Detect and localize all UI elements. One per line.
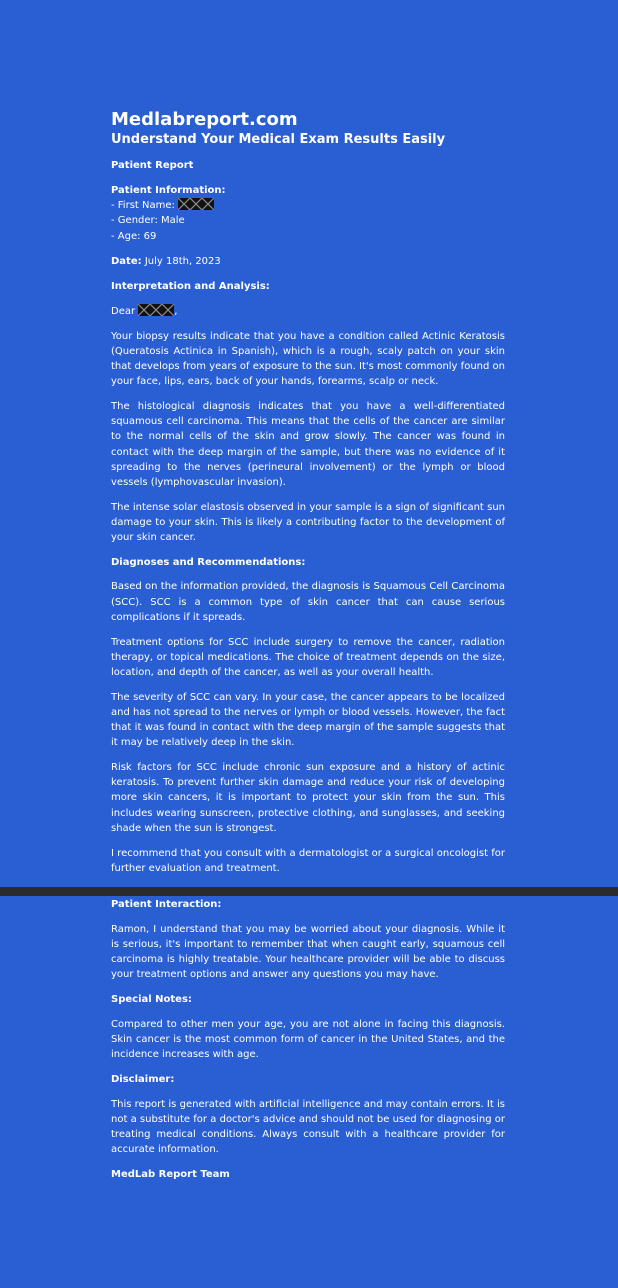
diagnoses-paragraph: I recommend that you consult with a dermatologist or a surgical oncologist for further evaluation and treatment. [111, 847, 505, 874]
interpretation-paragraph: The histological diagnosis indicates that you have a well-differentiated squamous cell carcinoma. This means that the cells of the cancer are similar to the normal cells of the skin and grow slowly. The cancer was found in contact with the deep margin of the sample, but there was no evidence of it spreading to the nerves (perineural involvement) or the lymph or blood vessels (lymphovascular invasion). [111, 400, 505, 488]
patient-info-section [111, 183, 505, 245]
special-notes-paragraph: Compared to other men your age, you are not alone in facing this diagnosis. Skin cancer is the most common form of cancer in the United States, and the incidence increases with age. [111, 1018, 505, 1061]
interpretation-heading: Interpretation and Analysis: [111, 280, 270, 292]
redacted-first-name [178, 198, 214, 210]
signature: MedLab Report Team [111, 1168, 230, 1180]
disclaimer-heading: Disclaimer: [111, 1073, 175, 1085]
report-part-two [111, 897, 505, 1192]
greeting [111, 304, 505, 320]
age-line: - Age: 69 [111, 230, 157, 242]
diagnoses-heading: Diagnoses and Recommendations: [111, 556, 306, 568]
patient-info-heading: Patient Information: [111, 184, 226, 196]
special-notes-heading: Special Notes: [111, 994, 192, 1006]
site-subtitle: Understand Your Medical Exam Results Easily [111, 132, 446, 147]
disclaimer-paragraph: This report is generated with artificial intelligence and may contain errors. It is not a substitute for a doctor's advice and should not be used for diagnosing or treating medical conditions. Always consult with a healthcare provider for accurate information. [111, 1098, 505, 1156]
patient-interaction-paragraph: Ramon, I understand that you may be worried about your diagnosis. While it is serious, it's important to remember that when caught early, squamous cell carcinoma is highly treatable. Your healthcare provider will be able to discuss your treatment options and answer any questions you may have. [111, 923, 505, 981]
date-line [111, 254, 505, 270]
first-name-label: - First Name: [111, 199, 175, 211]
greeting-prefix: Dear [111, 305, 136, 317]
interpretation-paragraph: Your biopsy results indicate that you have a condition called Actinic Keratosis (Queratosis Actinica in Spanish), which is a rough, scaly patch on your skin that develops from years of exposure to the sun. It's most commonly found on your face, lips, ears, back of your hands, forearms, scalp or neck. [111, 330, 505, 388]
greeting-suffix: , [174, 305, 178, 317]
diagnoses-paragraph: Risk factors for SCC include chronic sun exposure and a history of actinic keratosis. To prevent further skin damage and reduce your risk of developing more skin cancers, it is important to protect your skin from the sun. This includes wearing sunscreen, protective clothing, and sunglasses, and seeking shade when the sun is strongest. [111, 761, 505, 834]
diagnoses-paragraph: Treatment options for SCC include surgery to remove the cancer, radiation therapy, or topical medications. The choice of treatment depends on the size, location, and depth of the cancer, as well as your overall health. [111, 636, 505, 678]
date-value: July 18th, 2023 [144, 255, 221, 267]
patient-interaction-heading: Patient Interaction: [111, 899, 222, 910]
redacted-name [138, 304, 174, 316]
page-divider [0, 887, 618, 896]
first-name-line [111, 198, 505, 214]
interpretation-paragraph: The intense solar elastosis observed in your sample is a sign of significant sun damage to your skin. This is likely a contributing factor to the development of your skin cancer. [111, 501, 505, 544]
diagnoses-paragraph: The severity of SCC can vary. In your case, the cancer appears to be localized and has not spread to the nerves or lymph or blood vessels. However, the fact that it was found in contact with the deep margin of the sample suggests that it may be relatively deep in the skin. [111, 691, 505, 749]
date-label: Date: [111, 255, 142, 267]
diagnoses-paragraph: Based on the information provided, the diagnosis is Squamous Cell Carcinoma (SCC). SCC is a common type of skin cancer that can cause serious complications if it spreads. [111, 581, 505, 623]
gender-line: - Gender: Male [111, 215, 185, 227]
site-title: Medlabreport.com [111, 109, 298, 130]
report-part-one [111, 108, 505, 885]
report-title: Patient Report [111, 160, 194, 171]
